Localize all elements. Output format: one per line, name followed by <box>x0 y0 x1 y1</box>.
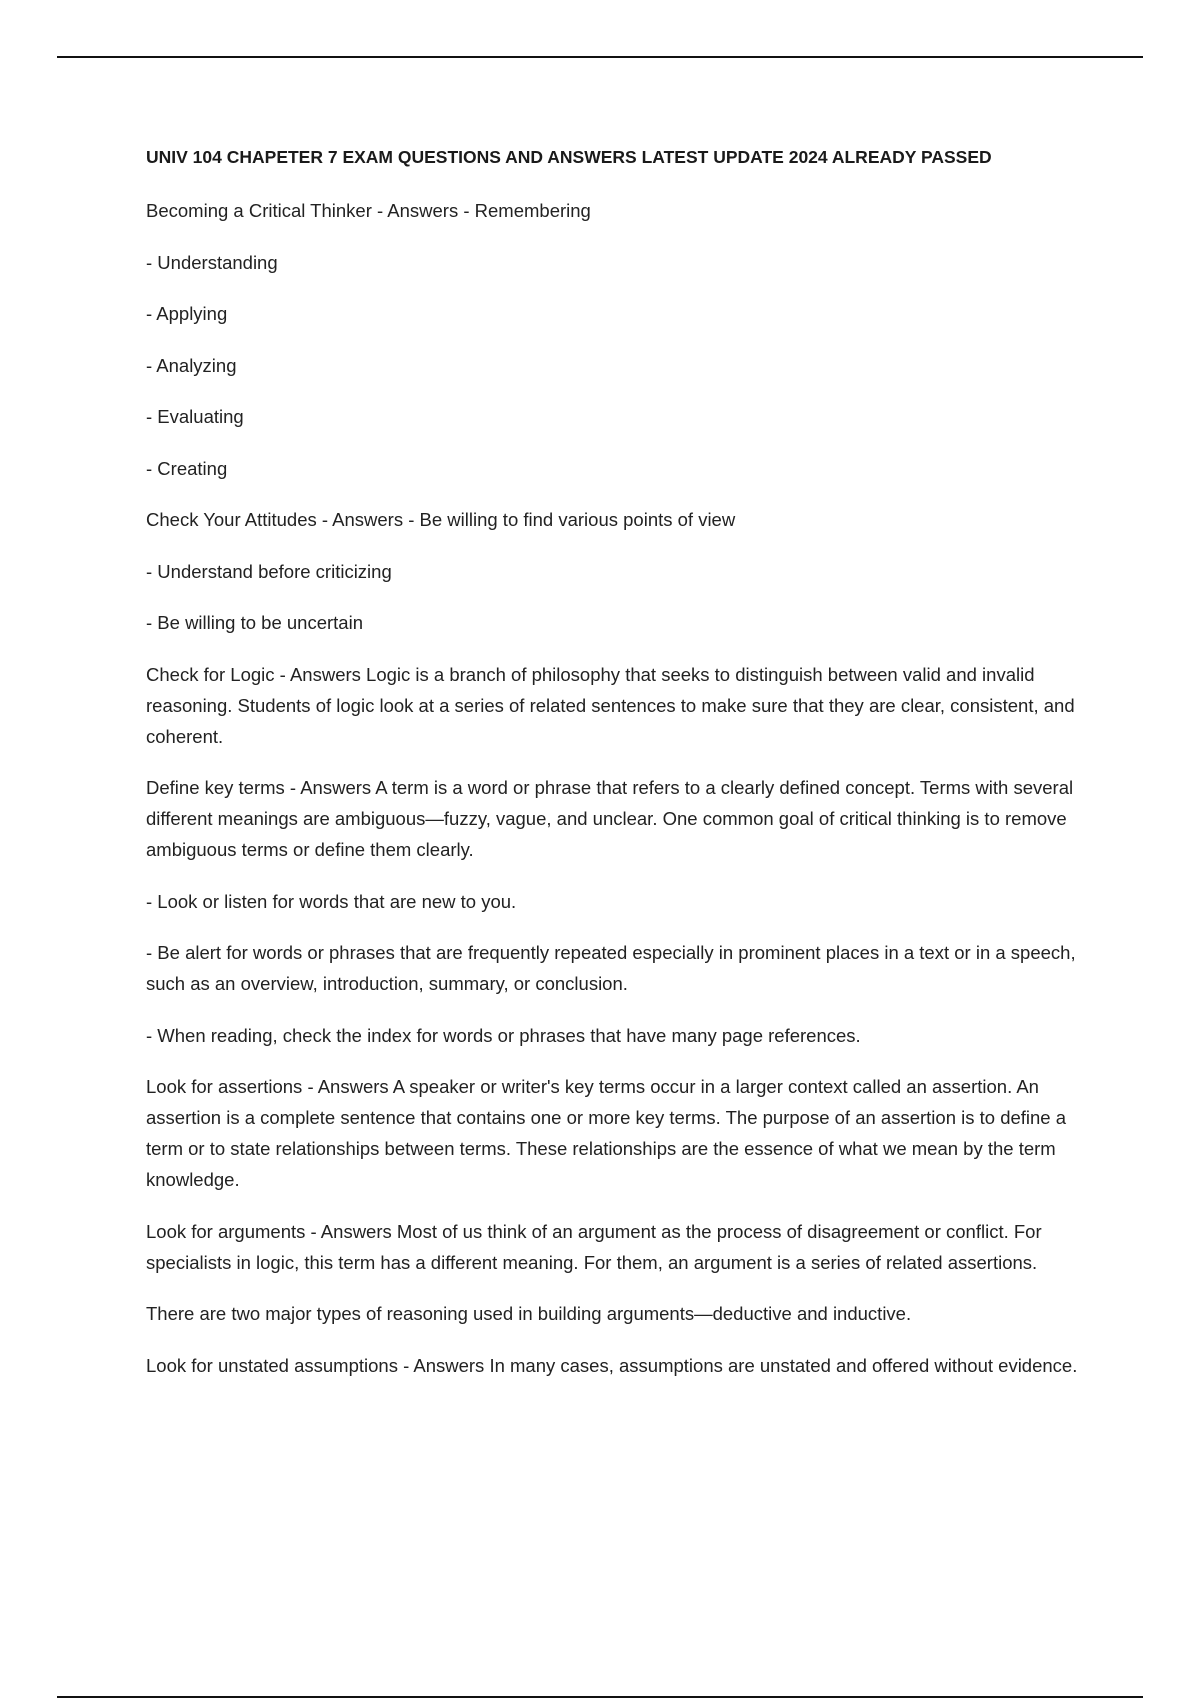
paragraph: Becoming a Critical Thinker - Answers - Remembering <box>146 200 591 221</box>
paragraph: - Evaluating <box>146 406 244 427</box>
paragraph: Look for unstated assumptions - Answers In many cases, assumptions are unstated and offered without evidence. <box>146 1354 1078 1376</box>
paragraph: Check Your Attitudes - Answers - Be willing to find various points of view <box>146 509 736 530</box>
paragraph: There are two major types of reasoning used in building arguments—deductive and inductive. <box>146 1303 912 1324</box>
paragraph: - Understanding <box>146 251 278 273</box>
paragraph: - Look or listen for words that are new to you. <box>146 890 517 912</box>
top-divider <box>57 56 1143 58</box>
paragraph: - Be willing to be uncertain <box>146 612 363 633</box>
document-body <box>146 145 1096 1401</box>
paragraph: - Understand before criticizing <box>146 560 392 582</box>
paragraph: - Creating <box>146 457 228 479</box>
paragraph: - Applying <box>146 303 228 324</box>
paragraph: Look for assertions - Answers A speaker or writer's key terms occur in a larger context called an assertion. An assertion is a complete sentence that contains one or more key terms. The purpose of an assertion is to define a term or to state relationships between terms. These relationships are the essence of what we mean by the term knowledge. <box>146 1076 1067 1190</box>
paragraph: Define key terms - Answers A term is a word or phrase that refers to a clearly defined concept. Terms with several different meanings are ambiguous—fuzzy, vague, and unclear. One common goal of critical thinking is to remove ambiguous terms or define them clearly. <box>146 777 1074 860</box>
bottom-divider <box>57 1696 1143 1698</box>
paragraph: - When reading, check the index for words or phrases that have many page references. <box>146 1024 861 1046</box>
paragraph: - Be alert for words or phrases that are frequently repeated especially in prominent places in a text or in a speech, such as an overview, introduction, summary, or conclusion. <box>146 942 1076 994</box>
paragraph: Check for Logic - Answers Logic is a branch of philosophy that seeks to distinguish between valid and invalid reasoning. Students of logic look at a series of related sentences to make sure that they are clear, consistent, and coherent. <box>146 663 1075 747</box>
paragraph: Look for arguments - Answers Most of us think of an argument as the process of disagreement or conflict. For specialists in logic, this term has a different meaning. For them, an argument is a series of related assertions. <box>146 1220 1042 1273</box>
paragraph: - Analyzing <box>146 354 237 376</box>
document-title: UNIV 104 CHAPETER 7 EXAM QUESTIONS AND ANSWERS LATEST UPDATE 2024 ALREADY PASSED <box>146 147 992 167</box>
